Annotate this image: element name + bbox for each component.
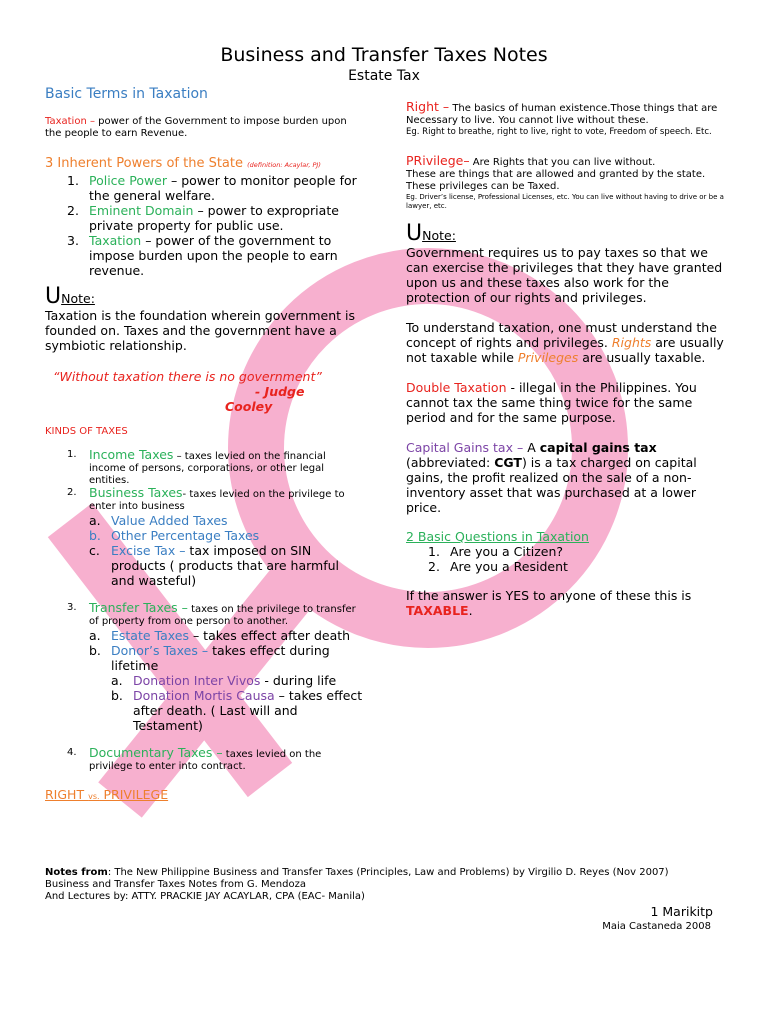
questions-heading: 2 Basic Questions in Taxation xyxy=(406,529,589,544)
list-item: 3. Transfer Taxes – taxes on the privilege to transfer of property from one person to another. xyxy=(67,600,356,627)
powers-heading: 3 Inherent Powers of the State xyxy=(45,156,243,171)
understand-paragraph: To understand taxation, one must understand the concept of rights and privileges. Rights are usually not taxable while Privileges are usually taxable. xyxy=(406,320,724,365)
right-vs-privilege-heading: RIGHT vs. PRIVILEGE xyxy=(45,787,169,802)
notes-from-line-2: Business and Transfer Taxes Notes from G. Mendoza xyxy=(45,879,306,890)
powers-list xyxy=(45,173,365,278)
capital-gains-tax: Capital Gains tax – A capital gains tax (abbreviated: CGT) is a tax charged on capital gains, the profit realized on the sale of a non-inventory asset that was purchased at a lower price. xyxy=(406,440,697,515)
page-number: 1 Marikitp xyxy=(650,904,713,919)
notes-from-line-3: And Lectures by: ATTY. PRACKIE JAY ACAYLAR, CPA (EAC- Manila) xyxy=(45,891,365,902)
taxation-term: Taxation – xyxy=(45,116,95,127)
donor-sub-list xyxy=(89,673,365,733)
list-item: b. Other Percentage Taxes xyxy=(89,528,260,543)
list-item: b. Donor’s Taxes – takes effect during lifetime xyxy=(89,643,330,673)
list-item: 1. Police Power – power to monitor people for the general welfare. xyxy=(67,173,357,203)
kinds-list xyxy=(45,449,365,773)
business-sub-list xyxy=(45,513,365,588)
questions-list xyxy=(406,544,726,574)
taxation-definition xyxy=(45,116,365,140)
list-item: 4. Documentary Taxes – taxes levied on the privilege to enter into contract. xyxy=(67,745,322,772)
powers-note: (definition: Acaylar, PJ) xyxy=(247,161,321,169)
list-item: 1. Are you a Citizen? xyxy=(428,544,564,559)
list-item: 2. Are you a Resident xyxy=(428,559,568,574)
kinds-heading: KINDS OF TAXES xyxy=(45,426,128,437)
signature: Maia Castaneda 2008 xyxy=(602,921,711,932)
note-heading: UNote: xyxy=(406,221,456,246)
list-item: b. Donation Mortis Causa – takes effect after death. ( Last will and Testament) xyxy=(111,688,363,733)
right-example: Eg. Right to breathe, right to live, right to vote, Freedom of speech. Etc. xyxy=(406,127,712,137)
right-column xyxy=(406,101,726,618)
list-item: 2. Business Taxes- taxes levied on the privilege to enter into business xyxy=(67,485,345,512)
notes-from-line: Notes from: The New Philippine Business and Transfer Taxes (Principles, Law and Problems) by Virgilio D. Reyes (Nov 2007) xyxy=(45,867,669,878)
basic-terms-heading: Basic Terms in Taxation xyxy=(45,86,208,102)
note-heading: UNote: xyxy=(45,284,95,309)
list-item: 1. Income Taxes – taxes levied on the financial income of persons, corporations, or other legal entities. xyxy=(67,447,326,486)
list-item: 3. Taxation – power of the government to impose burden upon the people to earn revenue. xyxy=(67,233,338,278)
list-item: a. Donation Inter Vivos - during life xyxy=(111,673,337,688)
quote: “Without taxation there is no government” xyxy=(53,369,322,384)
privilege-definition-2: These are things that are allowed and granted by the state. These privileges can be Taxed. xyxy=(406,169,706,192)
privilege-definition: PRivilege– Are Rights that you can live without. xyxy=(406,153,656,168)
document-title: Business and Transfer Taxes Notes xyxy=(220,44,548,66)
left-column xyxy=(45,86,365,802)
double-taxation: Double Taxation - illegal in the Philippines. You cannot tax the same thing twice for the same period and for the same purpose. xyxy=(406,380,697,425)
note-text: Taxation is the foundation wherein government is founded on. Taxes and the government have a symbiotic relationship. xyxy=(45,308,355,353)
list-item: 2. Eminent Domain – power to expropriate private property for public use. xyxy=(67,203,339,233)
taxation-def: power of the Government to impose burden upon the people to earn Revenue. xyxy=(45,116,347,139)
right-definition: Right – The basics of human existence.Those things that are Necessary to live. You cannot live without these. xyxy=(406,99,718,126)
quote-author-1: - Judge xyxy=(255,384,305,399)
note-text: Government requires us to pay taxes so that we can exercise the privileges that they have granted upon us and these taxes also work for the protection of our rights and privileges. xyxy=(406,245,723,305)
transfer-sub-list xyxy=(45,628,365,733)
quote-author-2: Cooley xyxy=(225,399,273,414)
footer-sources xyxy=(45,867,735,903)
list-item: a. Value Added Taxes xyxy=(89,513,228,528)
document-subtitle: Estate Tax xyxy=(348,68,420,84)
answer-paragraph: If the answer is YES to anyone of these this is TAXABLE. xyxy=(406,588,692,618)
list-item: a. Estate Taxes – takes effect after death xyxy=(89,628,351,643)
powers-heading-row xyxy=(45,156,365,171)
privilege-example: Eg. Driver’s license, Professional Licenses, etc. You can live without having to drive or be a lawyer, etc. xyxy=(406,193,724,210)
list-item: c. Excise Tax – tax imposed on SIN products ( products that are harmful and wasteful) xyxy=(89,543,339,588)
